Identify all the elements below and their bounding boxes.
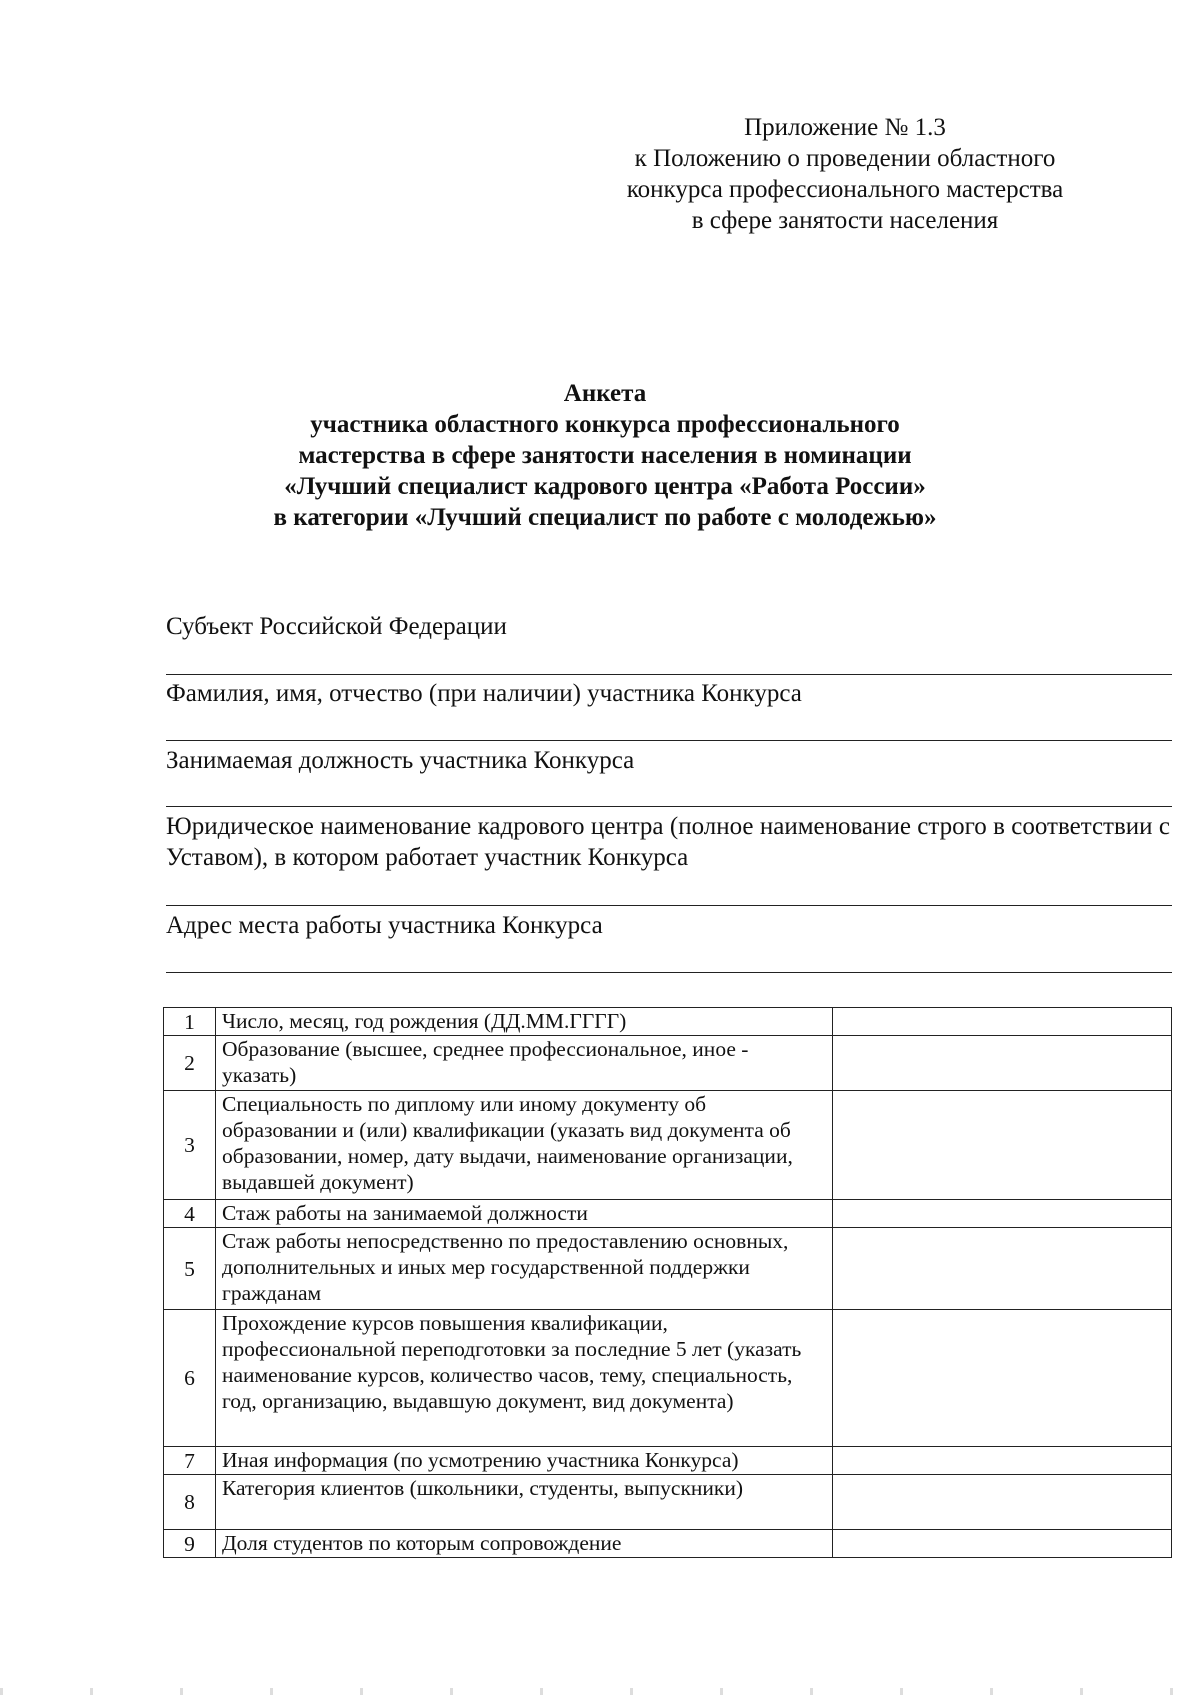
row-question: Категория клиентов (школьники, студенты, выпускники) <box>216 1475 833 1530</box>
row-question: Иная информация (по усмотрению участника Конкурса) <box>216 1447 833 1475</box>
field-label-organization: Юридическое наименование кадрового центра (полное наименование строго в соответствии с Уставом), в котором работает участник Конкурса <box>166 813 1170 871</box>
row-number: 7 <box>164 1447 216 1475</box>
title-line: участника областного конкурса профессионального <box>310 411 900 438</box>
row-answer-cell[interactable] <box>833 1036 1172 1091</box>
title-line: мастерства в сфере занятости населения в номинации <box>298 442 912 469</box>
table-row <box>164 1091 1172 1200</box>
row-question: Образование (высшее, среднее профессиональное, иное - указать) <box>216 1036 833 1091</box>
row-answer-cell[interactable] <box>833 1475 1172 1530</box>
title-line: в категории «Лучший специалист по работе с молодежью» <box>273 504 937 531</box>
row-number: 4 <box>164 1200 216 1228</box>
row-question: Доля студентов по которым сопровождение <box>216 1530 833 1558</box>
field-line-position[interactable] <box>166 806 1172 807</box>
row-answer-cell[interactable] <box>833 1530 1172 1558</box>
row-question: Прохождение курсов повышения квалификации, профессиональной переподготовки за последние 5 лет (указать наименование курсов, количество часов, тему, специальность, год, организацию, выдавшую документ, вид документа) <box>216 1310 833 1447</box>
table-row <box>164 1008 1172 1036</box>
row-answer-cell[interactable] <box>833 1200 1172 1228</box>
field-label-address: Адрес места работы участника Конкурса <box>166 912 603 939</box>
field-label-position: Занимаемая должность участника Конкурса <box>166 747 635 774</box>
table-row <box>164 1530 1172 1558</box>
row-number: 5 <box>164 1228 216 1310</box>
table-row <box>164 1447 1172 1475</box>
row-question: Стаж работы непосредственно по предоставлению основных, дополнительных и иных мер государственной поддержки гражданам <box>216 1228 833 1310</box>
field-label-fullname: Фамилия, имя, отчество (при наличии) участника Конкурса <box>166 680 802 707</box>
appendix-line: Приложение № 1.3 <box>744 114 946 141</box>
table-row <box>164 1036 1172 1091</box>
field-line-organization[interactable] <box>166 905 1172 906</box>
row-answer-cell[interactable] <box>833 1310 1172 1447</box>
row-number: 9 <box>164 1530 216 1558</box>
field-line-address[interactable] <box>166 972 1172 973</box>
row-question: Число, месяц, год рождения (ДД.ММ.ГГГГ) <box>216 1008 833 1036</box>
appendix-line: конкурса профессионального мастерства <box>626 176 1064 203</box>
title-line: Анкета <box>563 380 647 407</box>
field-line-subject[interactable] <box>166 674 1172 675</box>
row-question: Стаж работы на занимаемой должности <box>216 1200 833 1228</box>
row-answer-cell[interactable] <box>833 1447 1172 1475</box>
document-title <box>160 378 1050 533</box>
row-number: 3 <box>164 1091 216 1200</box>
scan-artifact <box>0 1688 1200 1695</box>
row-answer-cell[interactable] <box>833 1228 1172 1310</box>
row-number: 6 <box>164 1310 216 1447</box>
appendix-line: к Положению о проведении областного <box>634 145 1056 172</box>
field-line-fullname[interactable] <box>166 740 1172 741</box>
survey-table <box>163 1007 1172 1558</box>
row-answer-cell[interactable] <box>833 1008 1172 1036</box>
appendix-header <box>580 112 1110 236</box>
table-row <box>164 1475 1172 1530</box>
row-number: 2 <box>164 1036 216 1091</box>
field-label-subject: Субъект Российской Федерации <box>166 613 507 640</box>
row-question: Специальность по диплому или иному документу об образовании и (или) квалификации (указать вид документа об образовании, номер, дату выдачи, наименование организации, выдавшей документ) <box>216 1091 833 1200</box>
title-line: «Лучший специалист кадрового центра «Работа России» <box>284 473 926 500</box>
table-row <box>164 1228 1172 1310</box>
row-answer-cell[interactable] <box>833 1091 1172 1200</box>
table-row <box>164 1200 1172 1228</box>
row-number: 1 <box>164 1008 216 1036</box>
appendix-line: в сфере занятости населения <box>691 207 999 234</box>
row-number: 8 <box>164 1475 216 1530</box>
table-row <box>164 1310 1172 1447</box>
